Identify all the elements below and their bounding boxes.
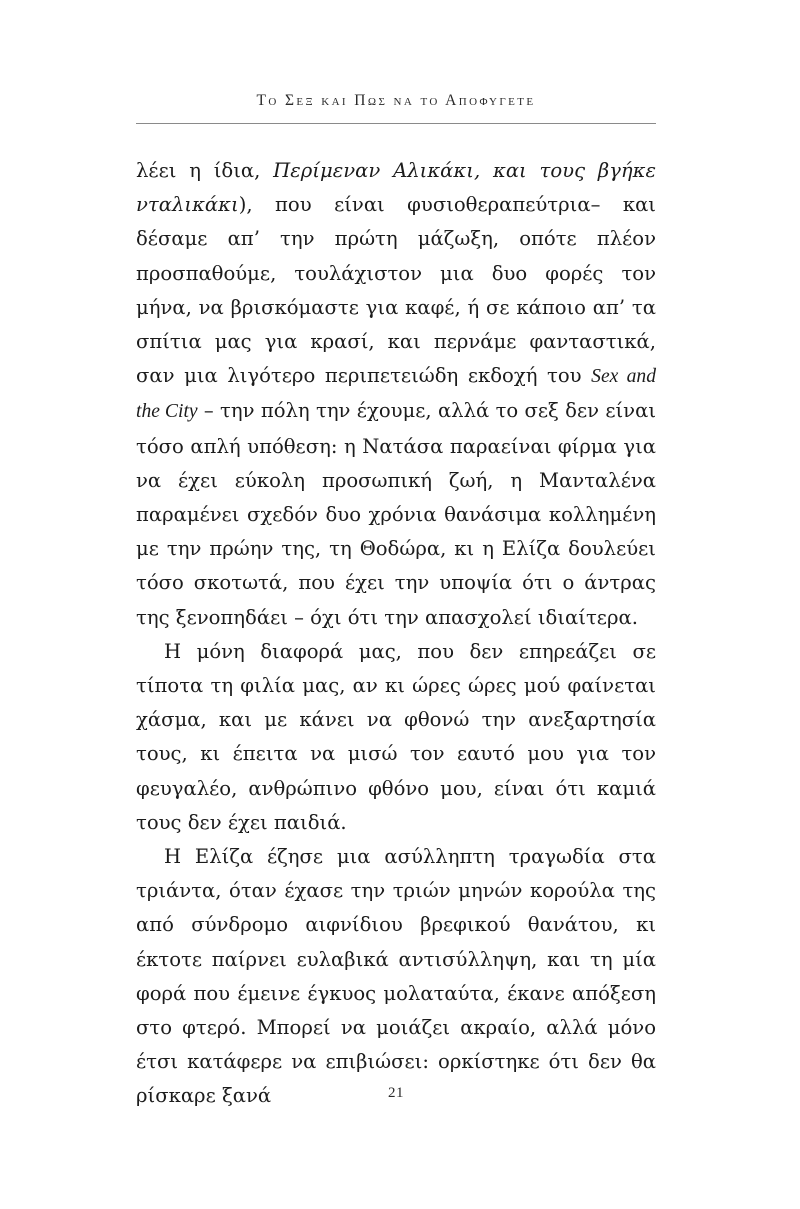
page-number: 21 [388, 1085, 404, 1101]
italic-run: Περίμεναν Αλικάκι, και τους βγήκε νταλικάκι [136, 159, 656, 217]
paragraph [136, 154, 656, 635]
paragraph [136, 635, 656, 840]
text-run: Η μόνη διαφορά μας, που δεν επηρεάζει σε τίποτα τη φιλία μας, αν κι ώρες ώρες μού φαίνεται χάσμα, και με κάνει να φθονώ την ανεξαρτησία τους, κι έπειτα να μισώ τον εαυτό μου για τον φευγαλέο, ανθρώπινο φθόνο μου, είναι ότι καμιά τους δεν έχει παιδιά. [136, 639, 656, 834]
text-run: λέει η ίδια, [136, 159, 274, 182]
text-run: ), που είναι φυσιοθεραπεύτρια– και δέσαμε απ’ την πρώτη μάζωξη, οπότε πλέον προσπαθούμε, τουλάχιστον μια δυο φορές τον μήνα, να βρισκόμαστε για καφέ, ή σε κάποιο απ’ τα σπίτια μας για κρασί, και περνάμε φανταστικά, σαν μια λιγότερο περιπετειώδη εκδοχή του [136, 193, 656, 388]
running-head: Το Σεξ και Πως να το Αποφυγετε [256, 92, 536, 109]
body-text-block [136, 154, 656, 1114]
text-run: Η Ελίζα έζησε μια ασύλληπτη τραγωδία στα τριάντα, όταν έχασε την τριών μηνών κορούλα της από σύνδρομο αιφνίδιου βρεφικού θανάτου, κι έκτοτε παίρνει ευλαβικά αντισύλληψη, και τη μία φορά που έμεινε έγκυος μολαταύτα, έκανε απόξεση στο φτερό. Μπορεί να μοιάζει ακραίο, αλλά μόνο έτσι κατάφερε να επιβιώσει: ορκίστηκε ότι δεν θα ρίσκαρε ξανά [136, 845, 656, 1108]
text-run: – την πόλη την έχουμε, αλλά το σεξ δεν είναι τόσο απλή υπόθεση: η Νατάσα παραείναι φίρμα για να έχει εύκολη προσωπική ζωή, η Μανταλένα παραμένει σχεδόν δυο χρόνια θανάσιμα κολλημένη με την πρώην της, τη Θοδώρα, κι η Ελίζα δουλεύει τόσο σκοτωτά, που έχει την υποψία ότι ο άντρας της ξενοπηδάει – όχι ότι την απασχολεί ιδιαίτερα. [136, 399, 656, 629]
paragraph [136, 840, 656, 1114]
header-rule [136, 123, 656, 124]
title-italic-run: Sex and the City [136, 366, 657, 423]
